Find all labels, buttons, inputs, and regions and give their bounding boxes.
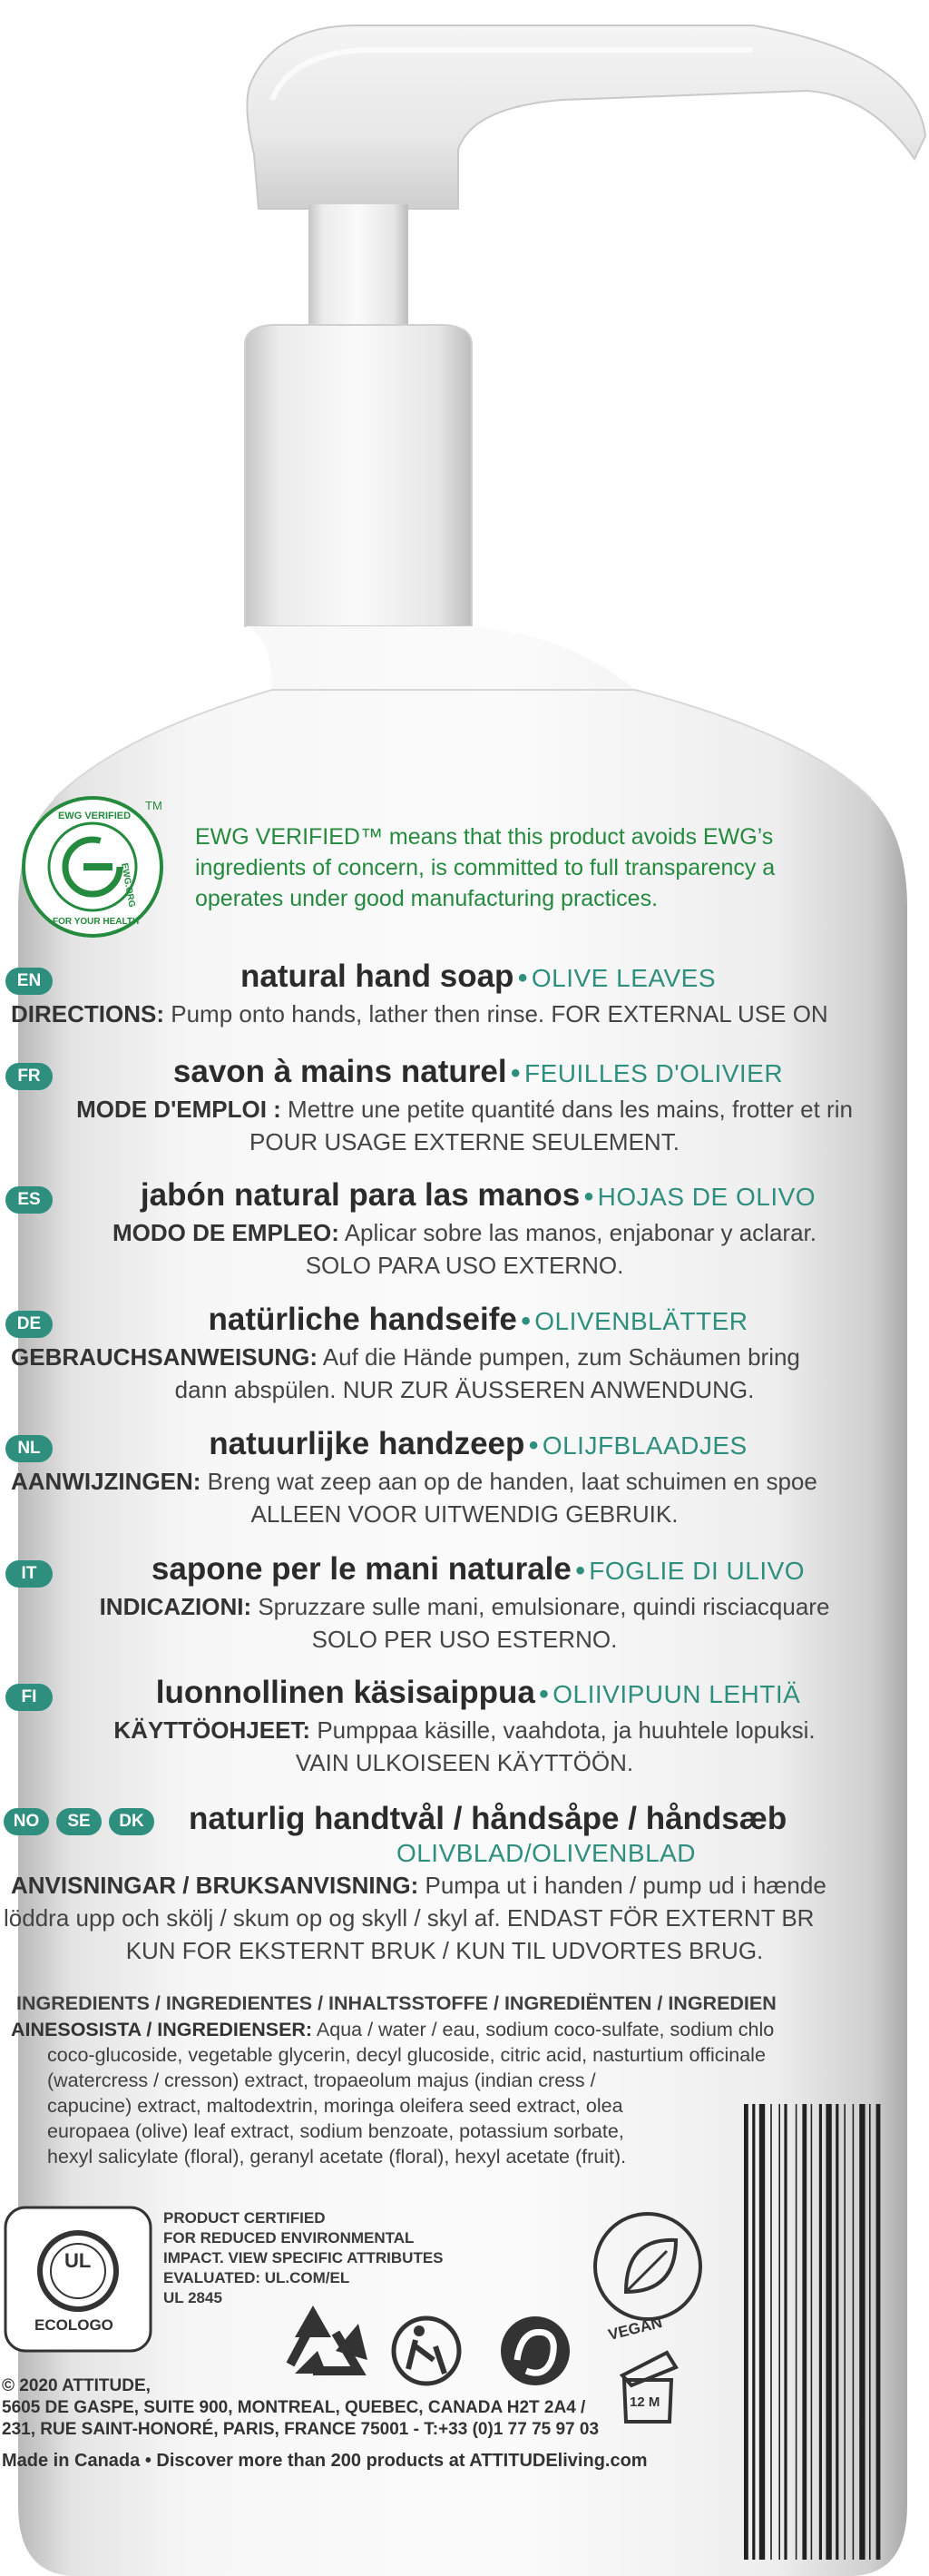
barcode bbox=[744, 2104, 880, 2560]
section-title-row bbox=[0, 1675, 929, 1711]
section-directions bbox=[0, 1593, 929, 1621]
language-badge-fr: FR bbox=[5, 1063, 53, 1090]
barcode-bar bbox=[811, 2104, 813, 2560]
section-subtitle: HOJAS DE OLIVO bbox=[597, 1183, 817, 1211]
barcode-bar bbox=[770, 2104, 772, 2560]
nordic-line-3: KUN FOR EKSTERNT BRUK / KUN TIL UDVORTES BRUG. bbox=[125, 1937, 764, 1964]
barcode-bar bbox=[819, 2104, 822, 2560]
directions-text: Auf die Hände pumpen, zum Schäumen bring bbox=[322, 1343, 800, 1371]
cert-line-5: UL 2845 bbox=[163, 2289, 222, 2306]
section-directions-cont: dann abspülen. NUR ZUR ÄUSSEREN ANWENDUNG. bbox=[174, 1376, 755, 1403]
section-directions-cont: SOLO PARA USO EXTERNO. bbox=[305, 1252, 624, 1279]
nordic-label: ANVISNINGAR / BRUKSANVISNING: bbox=[11, 1872, 419, 1899]
barcode-bar bbox=[836, 2104, 838, 2560]
footer-line-3: 231, RUE SAINT-HONORÉ, PARIS, FRANCE 75001 - T:+33 (0)1 77 75 97 03 bbox=[2, 2420, 600, 2439]
nordic-line-1 bbox=[11, 1872, 826, 1900]
footer-line-2: 5605 DE GASPE, SUITE 900, MONTREAL, QUEBEC, CANADA H2T 2A4 / bbox=[2, 2398, 586, 2417]
barcode-bar bbox=[844, 2104, 846, 2560]
section-title-row bbox=[0, 1177, 929, 1214]
section-subtitle: OLIVENBLÄTTER bbox=[534, 1307, 748, 1335]
language-badge-en: EN bbox=[5, 968, 53, 995]
section-directions-cont: ALLEEN VOOR UITWENDIG GEBRUIK. bbox=[250, 1500, 679, 1528]
bullet-dot: • bbox=[517, 963, 528, 993]
barcode-bar bbox=[853, 2104, 855, 2560]
directions-text: Breng wat zeep aan op de handen, laat schuimen en spoe bbox=[207, 1468, 817, 1495]
directions-label: KÄYTTÖOHJEET: bbox=[113, 1716, 311, 1744]
pump-collar bbox=[245, 325, 472, 626]
badge-se: SE bbox=[56, 1808, 102, 1835]
section-title-row bbox=[0, 959, 929, 995]
section-directions-cont: VAIN ULKOISEEN KÄYTTÖÖN. bbox=[295, 1749, 634, 1776]
ewg-line-1: EWG VERIFIED™ means that this product avoids EWG’s bbox=[195, 824, 774, 850]
bullet-dot: • bbox=[521, 1306, 531, 1336]
cert-line-3: IMPACT. VIEW SPECIFIC ATTRIBUTES bbox=[163, 2249, 444, 2266]
ingredients-text-1: Aqua / water / eau, sodium coco-sulfate, sodium chlo bbox=[316, 2019, 775, 2040]
section-directions bbox=[0, 1716, 929, 1745]
recyclable-loop-icon bbox=[501, 2316, 570, 2385]
section-directions bbox=[11, 1468, 929, 1496]
barcode-bar bbox=[778, 2104, 780, 2560]
language-badge-nl: NL bbox=[5, 1435, 53, 1462]
section-directions-cont: POUR USAGE EXTERNE SEULEMENT. bbox=[249, 1128, 680, 1155]
section-subtitle: FEUILLES D'OLIVIER bbox=[523, 1059, 784, 1087]
section-title-row bbox=[0, 1054, 929, 1090]
ingredients-line-6: hexyl salicylate (floral), geranyl acetate (floral), hexyl acetate (fruit). bbox=[47, 2146, 627, 2168]
section-subtitle: OLIIVIPUUN LEHTIÄ bbox=[553, 1680, 801, 1708]
nordic-title: naturlig handtvål / håndsåpe / håndsæb bbox=[189, 1801, 787, 1836]
barcode-bar bbox=[876, 2104, 881, 2560]
bullet-dot: • bbox=[575, 1556, 585, 1586]
section-title: luonnollinen käsisaippua bbox=[155, 1675, 535, 1710]
bullet-dot: • bbox=[539, 1679, 549, 1709]
bullet-dot: • bbox=[511, 1058, 521, 1088]
ingredients-line-2: coco-glucoside, vegetable glycerin, decyl glucoside, citric acid, nasturtium officinale bbox=[47, 2044, 766, 2066]
badge-dk: DK bbox=[109, 1808, 154, 1835]
directions-label: GEBRAUCHSANWEISUNG: bbox=[11, 1343, 318, 1371]
section-title: jabón natural para las manos bbox=[140, 1177, 581, 1213]
ingredients-line-4: capucine) extract, maltodextrin, moringa oleifera seed extract, olea bbox=[47, 2095, 623, 2117]
section-directions bbox=[11, 1343, 929, 1372]
language-badge-fi: FI bbox=[5, 1684, 53, 1711]
barcode-bar bbox=[784, 2104, 787, 2560]
section-directions-cont: SOLO PER USO ESTERNO. bbox=[311, 1626, 618, 1653]
ingredients-line-5: europaea (olive) leaf extract, sodium benzoate, potassium sorbate, bbox=[47, 2120, 624, 2142]
cert-line-2: FOR REDUCED ENVIRONMENTAL bbox=[163, 2229, 415, 2247]
directions-label: INDICAZIONI: bbox=[99, 1593, 252, 1620]
ingredients-header: INGREDIENTS / INGREDIENTES / INHALTSSTOFFE / INGREDIËNTEN / INGREDIEN bbox=[16, 1992, 777, 2014]
language-badge-es: ES bbox=[5, 1186, 53, 1214]
section-title: natural hand soap bbox=[240, 959, 514, 994]
nordic-line-2: löddra upp och skölj / skum op og skyll / skyl af. ENDAST FÖR EXTERNT BR bbox=[4, 1904, 815, 1932]
ewg-badge-bottom: FOR YOUR HEALTH bbox=[53, 917, 140, 927]
vegan-label: VEGAN bbox=[606, 2313, 664, 2345]
nordic-text-1: Pumpa ut i handen / pump ud i hænde bbox=[425, 1872, 826, 1899]
section-directions bbox=[0, 1219, 929, 1247]
ingredients-label: AINESOSISTA / INGREDIENSER: bbox=[11, 2019, 313, 2040]
directions-label: AANWIJZINGEN: bbox=[11, 1468, 201, 1495]
ewg-badge-right: EWG.ORG bbox=[119, 862, 137, 909]
barcode-bar bbox=[826, 2104, 831, 2560]
ingredients-line-3: (watercress / cresson) extract, tropaeolum majus (indian cress / bbox=[47, 2070, 596, 2091]
ewg-line-2: ingredients of concern, is committed to full transparency a bbox=[195, 855, 776, 880]
barcode-bar bbox=[802, 2104, 807, 2560]
ecologo-label: ECOLOGO bbox=[34, 2316, 113, 2334]
directions-label: MODO DE EMPLEO: bbox=[112, 1219, 339, 1246]
section-title: savon à mains naturel bbox=[172, 1054, 507, 1089]
section-title: sapone per le mani naturale bbox=[151, 1551, 572, 1587]
section-title-row bbox=[0, 1426, 929, 1462]
pao-label: 12 M bbox=[630, 2394, 660, 2410]
directions-text: Aplicar sobre las manos, enjabonar y aclarar. bbox=[344, 1219, 817, 1246]
section-subtitle: FOGLIE DI ULIVO bbox=[589, 1557, 806, 1585]
directions-text: Mettre une petite quantité dans les mains, frotter et rin bbox=[288, 1096, 853, 1123]
section-title: natürliche handseife bbox=[208, 1302, 517, 1337]
barcode-bar bbox=[869, 2104, 871, 2560]
ewg-badge-top: EWG VERIFIED bbox=[58, 811, 132, 821]
bullet-dot: • bbox=[583, 1182, 594, 1212]
footer-line-1: © 2020 ATTITUDE, bbox=[2, 2376, 151, 2395]
cert-line-4: EVALUATED: UL.COM/EL bbox=[163, 2269, 350, 2286]
section-title-row bbox=[0, 1551, 929, 1588]
ewg-tm: TM bbox=[145, 799, 162, 812]
footer-made-in: Made in Canada • Discover more than 200 products at ATTITUDEliving.com bbox=[2, 2451, 648, 2471]
cert-line-1: PRODUCT CERTIFIED bbox=[163, 2209, 326, 2227]
language-badge-de: DE bbox=[5, 1311, 53, 1338]
section-subtitle: OLIVE LEAVES bbox=[531, 964, 716, 992]
barcode-bar bbox=[796, 2104, 797, 2560]
section-directions bbox=[11, 1000, 929, 1028]
directions-label: DIRECTIONS: bbox=[11, 1000, 164, 1027]
barcode-bar bbox=[859, 2104, 865, 2560]
ewg-line-3: operates under good manufacturing practices. bbox=[195, 886, 659, 911]
directions-text: Pump onto hands, lather then rinse. FOR EXTERNAL USE ON bbox=[171, 1000, 828, 1027]
ingredients-line-1 bbox=[11, 2019, 774, 2041]
directions-text: Pumppaa käsille, vaahdota, ja huuhtele lopuksi. bbox=[317, 1716, 816, 1744]
section-subtitle: OLIJFBLAADJES bbox=[542, 1431, 748, 1460]
directions-label: MODE D'EMPLOI : bbox=[76, 1096, 281, 1123]
bullet-dot: • bbox=[528, 1431, 539, 1460]
barcode-bar bbox=[752, 2104, 755, 2560]
section-title-row bbox=[0, 1302, 929, 1338]
barcode-bar bbox=[744, 2104, 748, 2560]
nordic-subtitle: OLIVBLAD/OLIVENBLAD bbox=[396, 1839, 697, 1867]
section-directions bbox=[0, 1096, 929, 1124]
language-badge-it: IT bbox=[5, 1560, 53, 1588]
directions-text: Spruzzare sulle mani, emulsionare, quindi risciacquare bbox=[258, 1593, 830, 1620]
barcode-bar bbox=[759, 2104, 765, 2560]
pump-stem bbox=[308, 204, 408, 340]
section-title: natuurlijke handzeep bbox=[209, 1426, 525, 1461]
ul-mark: UL bbox=[64, 2249, 92, 2272]
badge-no: NO bbox=[4, 1808, 49, 1835]
